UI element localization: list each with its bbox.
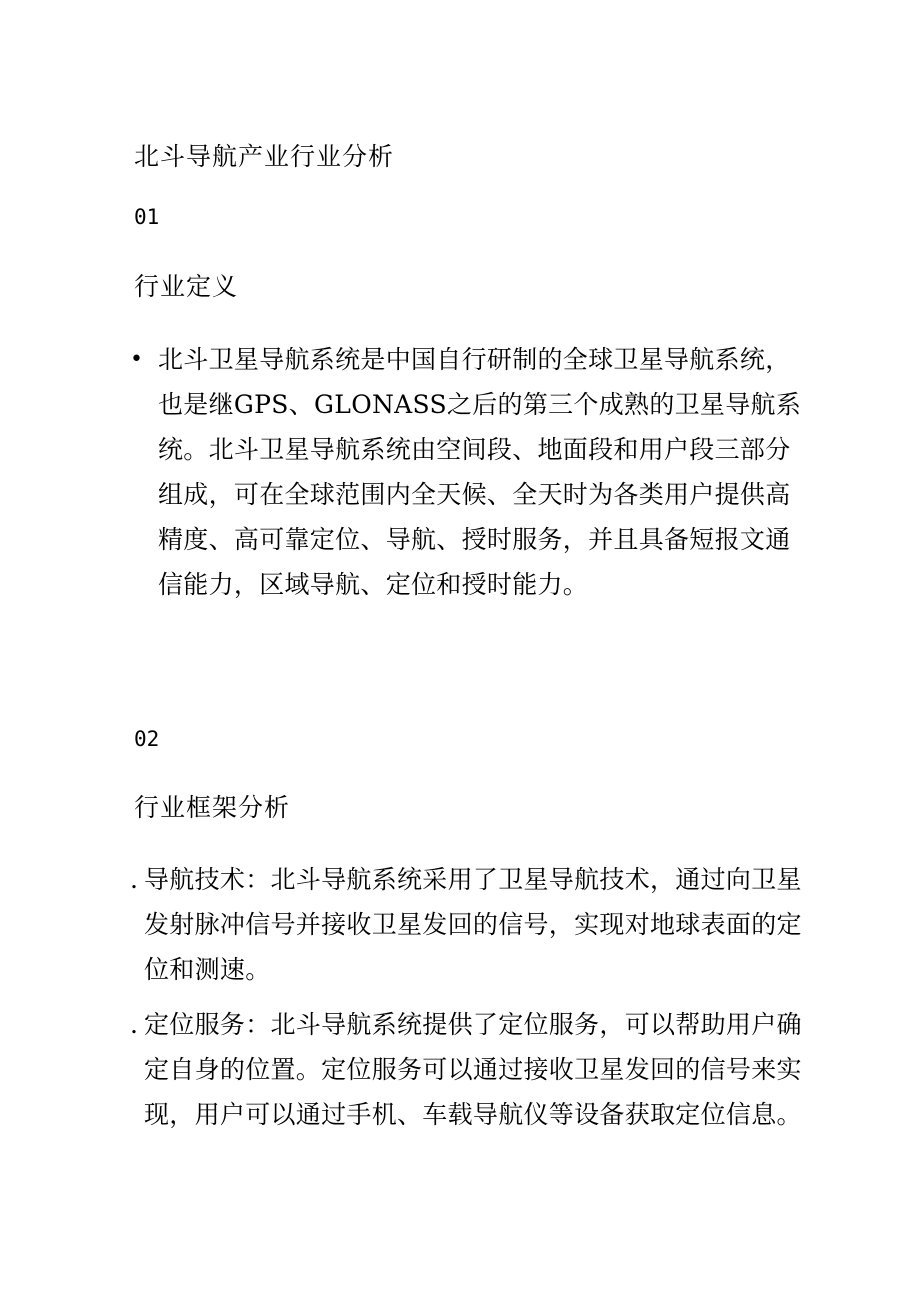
list-item xyxy=(130,1002,810,1137)
bullet-marker: • xyxy=(130,347,143,372)
list-item-text: 北斗卫星导航系统是中国自行研制的全球卫星导航系统，也是继GPS、GLONASS之后的第三个成熟的卫星导航系统。北斗卫星导航系统由空间段、地面段和用户段三部分组成，可在全球范围内全天候、全天时为各类用户提供高精度、高可靠定位、导航、授时服务，并且具备短报文通信能力，区域导航、定位和授时能力。 xyxy=(158,345,802,599)
section-number: 02 xyxy=(134,727,160,751)
list-item xyxy=(130,857,810,992)
document-title: 北斗导航产业行业分析 xyxy=(134,142,395,171)
section-heading: 行业定义 xyxy=(134,272,239,301)
list-item-text: 定位服务：北斗导航系统提供了定位服务，可以帮助用户确定自身的位置。定位服务可以通过接收卫星发回的信号来实现，用户可以通过手机、车载导航仪等设备获取定位信息。 xyxy=(144,1010,802,1129)
section-heading: 行业框架分析 xyxy=(134,793,291,822)
list-item xyxy=(130,337,810,607)
bullet-marker: . xyxy=(130,1010,138,1039)
bullet-marker: . xyxy=(130,865,138,894)
list-item-text: 导航技术：北斗导航系统采用了卫星导航技术，通过向卫星发射脉冲信号并接收卫星发回的信号，实现对地球表面的定位和测速。 xyxy=(144,865,802,984)
section-number: 01 xyxy=(134,205,160,229)
